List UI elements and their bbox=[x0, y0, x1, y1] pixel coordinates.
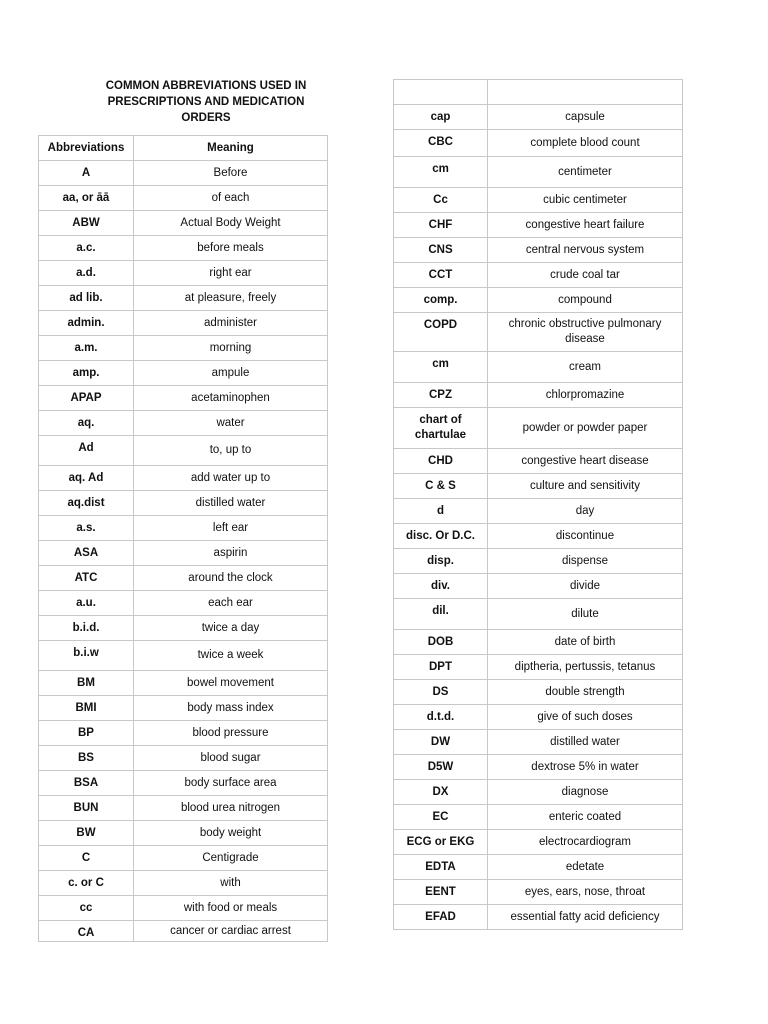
abbreviation-cell: admin. bbox=[39, 311, 134, 336]
table-row bbox=[394, 630, 683, 655]
abbreviation-cell: EDTA bbox=[394, 855, 488, 880]
abbreviation-cell: C bbox=[39, 846, 134, 871]
table-row bbox=[39, 746, 328, 771]
table-row bbox=[39, 286, 328, 311]
table-row bbox=[394, 188, 683, 213]
abbreviations-table-right bbox=[393, 79, 683, 930]
abbreviation-cell: BUN bbox=[39, 796, 134, 821]
table-row bbox=[39, 336, 328, 361]
abbreviation-cell: DOB bbox=[394, 630, 488, 655]
meaning-cell: blood urea nitrogen bbox=[134, 796, 328, 821]
meaning-cell: each ear bbox=[134, 591, 328, 616]
abbreviation-cell: DS bbox=[394, 680, 488, 705]
meaning-cell: dilute bbox=[488, 599, 683, 630]
meaning-cell: right ear bbox=[134, 261, 328, 286]
abbreviation-cell: DX bbox=[394, 780, 488, 805]
table-row bbox=[394, 238, 683, 263]
right-header-row bbox=[394, 80, 683, 105]
abbreviation-cell: div. bbox=[394, 574, 488, 599]
meaning-cell: blood sugar bbox=[134, 746, 328, 771]
meaning-cell: compound bbox=[488, 288, 683, 313]
table-row bbox=[394, 288, 683, 313]
abbreviation-cell: disc. Or D.C. bbox=[394, 524, 488, 549]
header-abbreviations: Abbreviations bbox=[39, 136, 134, 161]
abbreviation-cell: EFAD bbox=[394, 905, 488, 930]
meaning-cell: date of birth bbox=[488, 630, 683, 655]
meaning-cell: of each bbox=[134, 186, 328, 211]
abbreviation-cell: c. or C bbox=[39, 871, 134, 896]
abbreviations-table-left bbox=[38, 135, 328, 942]
meaning-cell: with bbox=[134, 871, 328, 896]
abbreviation-cell: CHD bbox=[394, 449, 488, 474]
abbreviation-cell: disp. bbox=[394, 549, 488, 574]
table-row bbox=[394, 755, 683, 780]
table-row bbox=[39, 186, 328, 211]
meaning-cell: dextrose 5% in water bbox=[488, 755, 683, 780]
abbreviation-cell: COPD bbox=[394, 313, 488, 352]
abbreviation-cell: a.s. bbox=[39, 516, 134, 541]
abbreviation-cell: cm bbox=[394, 352, 488, 383]
meaning-cell: Centigrade bbox=[134, 846, 328, 871]
abbreviation-cell: BW bbox=[39, 821, 134, 846]
meaning-cell: at pleasure, freely bbox=[134, 286, 328, 311]
abbreviation-cell: cap bbox=[394, 105, 488, 130]
table-row bbox=[394, 780, 683, 805]
abbreviation-cell: A bbox=[39, 161, 134, 186]
abbreviation-cell: BM bbox=[39, 671, 134, 696]
table-row bbox=[39, 671, 328, 696]
abbreviation-cell: d bbox=[394, 499, 488, 524]
meaning-cell: chlorpromazine bbox=[488, 383, 683, 408]
table-row bbox=[39, 541, 328, 566]
abbreviation-cell: C & S bbox=[394, 474, 488, 499]
meaning-cell: acetaminophen bbox=[134, 386, 328, 411]
abbreviation-cell: amp. bbox=[39, 361, 134, 386]
abbreviation-cell: aa, or āā bbox=[39, 186, 134, 211]
document-title bbox=[88, 78, 324, 126]
meaning-cell: diagnose bbox=[488, 780, 683, 805]
abbreviation-cell: b.i.w bbox=[39, 641, 134, 671]
table-row bbox=[394, 263, 683, 288]
meaning-cell: Before bbox=[134, 161, 328, 186]
table-row bbox=[394, 549, 683, 574]
abbreviation-cell: DPT bbox=[394, 655, 488, 680]
meaning-cell: central nervous system bbox=[488, 238, 683, 263]
meaning-cell: double strength bbox=[488, 680, 683, 705]
meaning-cell: body surface area bbox=[134, 771, 328, 796]
table-row bbox=[394, 705, 683, 730]
table-row bbox=[394, 213, 683, 238]
meaning-cell: divide bbox=[488, 574, 683, 599]
table-row bbox=[394, 680, 683, 705]
meaning-cell: congestive heart disease bbox=[488, 449, 683, 474]
meaning-cell: body mass index bbox=[134, 696, 328, 721]
meaning-cell: enteric coated bbox=[488, 805, 683, 830]
abbreviation-cell: CPZ bbox=[394, 383, 488, 408]
abbreviation-cell: BS bbox=[39, 746, 134, 771]
meaning-cell: before meals bbox=[134, 236, 328, 261]
meaning-cell: crude coal tar bbox=[488, 263, 683, 288]
meaning-cell: complete blood count bbox=[488, 130, 683, 157]
title-line: ORDERS bbox=[181, 112, 231, 124]
abbreviation-cell: a.m. bbox=[39, 336, 134, 361]
table-row bbox=[394, 383, 683, 408]
abbreviation-cell: CCT bbox=[394, 263, 488, 288]
meaning-cell: day bbox=[488, 499, 683, 524]
table-row bbox=[394, 474, 683, 499]
table-row bbox=[39, 846, 328, 871]
header-abbreviations bbox=[394, 80, 488, 105]
table-row bbox=[39, 161, 328, 186]
abbreviation-cell: CNS bbox=[394, 238, 488, 263]
table-row bbox=[394, 130, 683, 157]
meaning-cell: twice a day bbox=[134, 616, 328, 641]
abbreviation-cell: ad lib. bbox=[39, 286, 134, 311]
title-line: COMMON ABBREVIATIONS USED IN bbox=[105, 80, 307, 92]
abbreviation-cell: aq.dist bbox=[39, 491, 134, 516]
meaning-cell: diptheria, pertussis, tetanus bbox=[488, 655, 683, 680]
meaning-cell: edetate bbox=[488, 855, 683, 880]
table-row bbox=[39, 591, 328, 616]
abbreviation-cell: a.u. bbox=[39, 591, 134, 616]
abbreviation-cell: chart of chartulae bbox=[394, 408, 488, 449]
abbreviation-cell: aq. bbox=[39, 411, 134, 436]
meaning-cell: add water up to bbox=[134, 466, 328, 491]
table-row bbox=[39, 721, 328, 746]
meaning-cell: ampule bbox=[134, 361, 328, 386]
meaning-cell: chronic obstructive pulmonary disease bbox=[488, 313, 683, 352]
table-row bbox=[394, 855, 683, 880]
meaning-cell: blood pressure bbox=[134, 721, 328, 746]
table-row bbox=[394, 313, 683, 352]
table-row bbox=[39, 566, 328, 591]
abbreviation-cell: DW bbox=[394, 730, 488, 755]
meaning-cell: eyes, ears, nose, throat bbox=[488, 880, 683, 905]
table-row bbox=[39, 211, 328, 236]
meaning-cell: water bbox=[134, 411, 328, 436]
abbreviation-cell: cc bbox=[39, 896, 134, 921]
meaning-cell: cream bbox=[488, 352, 683, 383]
abbreviation-cell: CA bbox=[39, 921, 134, 942]
meaning-cell: administer bbox=[134, 311, 328, 336]
table-row bbox=[394, 408, 683, 449]
table-row bbox=[39, 386, 328, 411]
table-row bbox=[39, 466, 328, 491]
table-row bbox=[394, 105, 683, 130]
meaning-cell: left ear bbox=[134, 516, 328, 541]
left-header-row bbox=[39, 136, 328, 161]
abbreviation-cell: comp. bbox=[394, 288, 488, 313]
header-meaning: Meaning bbox=[134, 136, 328, 161]
abbreviation-cell: CBC bbox=[394, 130, 488, 157]
abbreviation-cell: b.i.d. bbox=[39, 616, 134, 641]
table-row bbox=[39, 361, 328, 386]
header-meaning bbox=[488, 80, 683, 105]
table-row bbox=[39, 516, 328, 541]
meaning-cell: centimeter bbox=[488, 157, 683, 188]
table-row bbox=[394, 449, 683, 474]
table-row bbox=[394, 655, 683, 680]
abbreviation-cell: BMI bbox=[39, 696, 134, 721]
table-row bbox=[39, 436, 328, 466]
meaning-cell: distilled water bbox=[488, 730, 683, 755]
meaning-cell: powder or powder paper bbox=[488, 408, 683, 449]
table-row bbox=[39, 236, 328, 261]
abbreviation-cell: EC bbox=[394, 805, 488, 830]
abbreviation-cell: dil. bbox=[394, 599, 488, 630]
meaning-cell: discontinue bbox=[488, 524, 683, 549]
meaning-cell: dispense bbox=[488, 549, 683, 574]
table-row bbox=[394, 157, 683, 188]
table-row bbox=[39, 641, 328, 671]
abbreviation-cell: a.d. bbox=[39, 261, 134, 286]
table-row bbox=[39, 871, 328, 896]
abbreviation-cell: a.c. bbox=[39, 236, 134, 261]
title-line: PRESCRIPTIONS AND MEDICATION bbox=[107, 96, 305, 108]
abbreviation-cell: D5W bbox=[394, 755, 488, 780]
meaning-cell: culture and sensitivity bbox=[488, 474, 683, 499]
table-row bbox=[394, 905, 683, 930]
abbreviation-cell: APAP bbox=[39, 386, 134, 411]
table-row bbox=[394, 499, 683, 524]
meaning-cell: give of such doses bbox=[488, 705, 683, 730]
abbreviation-cell: CHF bbox=[394, 213, 488, 238]
table-row bbox=[394, 524, 683, 549]
table-row bbox=[394, 730, 683, 755]
table-row bbox=[39, 616, 328, 641]
meaning-cell: morning bbox=[134, 336, 328, 361]
meaning-cell: to, up to bbox=[134, 436, 328, 466]
meaning-cell: cubic centimeter bbox=[488, 188, 683, 213]
table-row bbox=[39, 896, 328, 921]
abbreviation-cell: Cc bbox=[394, 188, 488, 213]
table-row bbox=[39, 696, 328, 721]
table-row bbox=[39, 771, 328, 796]
meaning-cell: congestive heart failure bbox=[488, 213, 683, 238]
table-row bbox=[394, 880, 683, 905]
table-row bbox=[394, 805, 683, 830]
table-row bbox=[39, 821, 328, 846]
table-row bbox=[394, 830, 683, 855]
table-row bbox=[39, 796, 328, 821]
abbreviation-cell: Ad bbox=[39, 436, 134, 466]
table-row bbox=[39, 411, 328, 436]
abbreviation-cell: BP bbox=[39, 721, 134, 746]
table-row bbox=[394, 574, 683, 599]
meaning-cell: around the clock bbox=[134, 566, 328, 591]
abbreviation-cell: cm bbox=[394, 157, 488, 188]
abbreviation-cell: d.t.d. bbox=[394, 705, 488, 730]
meaning-cell: cancer or cardiac arrest bbox=[134, 921, 328, 942]
abbreviation-cell: EENT bbox=[394, 880, 488, 905]
table-row bbox=[39, 921, 328, 942]
abbreviation-cell: aq. Ad bbox=[39, 466, 134, 491]
abbreviation-cell: ECG or EKG bbox=[394, 830, 488, 855]
meaning-cell: twice a week bbox=[134, 641, 328, 671]
meaning-cell: distilled water bbox=[134, 491, 328, 516]
meaning-cell: electrocardiogram bbox=[488, 830, 683, 855]
table-row bbox=[39, 311, 328, 336]
meaning-cell: with food or meals bbox=[134, 896, 328, 921]
table-row bbox=[394, 599, 683, 630]
table-row bbox=[394, 352, 683, 383]
abbreviation-cell: ABW bbox=[39, 211, 134, 236]
meaning-cell: aspirin bbox=[134, 541, 328, 566]
abbreviation-cell: ATC bbox=[39, 566, 134, 591]
table-row bbox=[39, 261, 328, 286]
meaning-cell: bowel movement bbox=[134, 671, 328, 696]
meaning-cell: essential fatty acid deficiency bbox=[488, 905, 683, 930]
abbreviation-cell: BSA bbox=[39, 771, 134, 796]
table-row bbox=[39, 491, 328, 516]
meaning-cell: capsule bbox=[488, 105, 683, 130]
meaning-cell: body weight bbox=[134, 821, 328, 846]
abbreviation-cell: ASA bbox=[39, 541, 134, 566]
meaning-cell: Actual Body Weight bbox=[134, 211, 328, 236]
